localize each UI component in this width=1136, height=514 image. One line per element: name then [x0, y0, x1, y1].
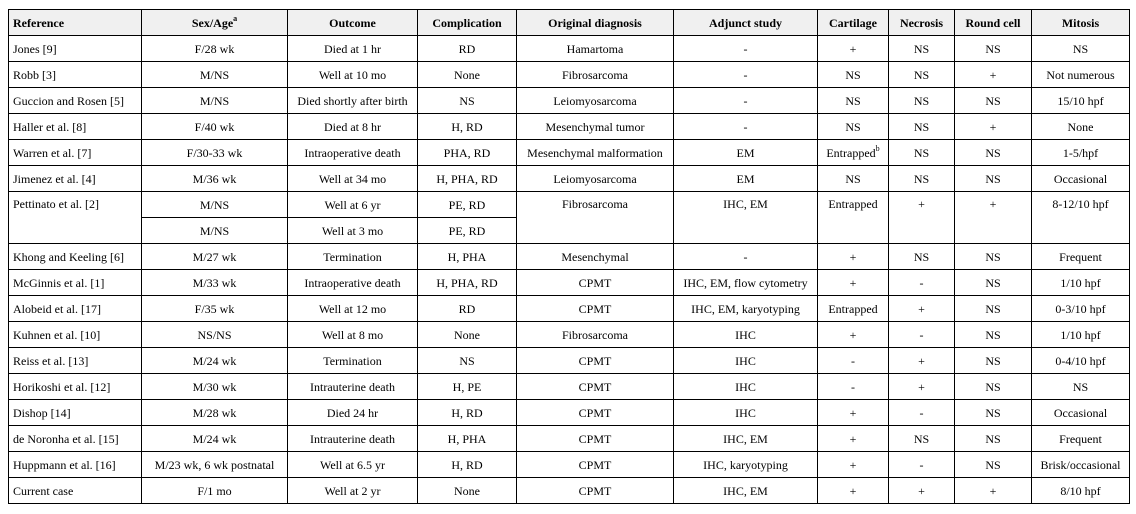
footnote-marker-a: a	[233, 13, 238, 23]
cell-sex-age: F/28 wk	[142, 36, 288, 62]
cell-adjunct: IHC, karyotyping	[674, 452, 818, 478]
cell-cartilage: NS	[818, 88, 889, 114]
cell-complication: None	[418, 478, 517, 504]
cell-cartilage: Entrapped	[818, 192, 889, 244]
cell-complication: H, PHA, RD	[418, 166, 517, 192]
cell-sex-age: M/30 wk	[142, 374, 288, 400]
cell-cartilage: +	[818, 478, 889, 504]
cell-sex-age: M/33 wk	[142, 270, 288, 296]
cell-necrosis: -	[889, 452, 955, 478]
cell-outcome: Died at 8 hr	[288, 114, 418, 140]
table-row	[9, 270, 1130, 296]
table-row	[9, 140, 1130, 166]
cell-adjunct: EM	[674, 140, 818, 166]
cell-adjunct: IHC	[674, 322, 818, 348]
cell-necrosis: NS	[889, 166, 955, 192]
cell-mitosis: 1/10 hpf	[1032, 322, 1130, 348]
table-row	[9, 62, 1130, 88]
cell-round-cell: NS	[955, 374, 1032, 400]
cell-mitosis: 15/10 hpf	[1032, 88, 1130, 114]
cell-adjunct: IHC, EM	[674, 478, 818, 504]
cell-round-cell: NS	[955, 426, 1032, 452]
cell-mitosis: 1-5/hpf	[1032, 140, 1130, 166]
cell-diagnosis: CPMT	[517, 478, 674, 504]
cell-necrosis: -	[889, 322, 955, 348]
cell-necrosis: +	[889, 296, 955, 322]
cell-cartilage	[818, 140, 889, 166]
cell-reference: Guccion and Rosen [5]	[9, 88, 142, 114]
cell-necrosis: NS	[889, 88, 955, 114]
cell-round-cell: NS	[955, 296, 1032, 322]
cell-round-cell: NS	[955, 400, 1032, 426]
cell-diagnosis: Fibrosarcoma	[517, 192, 674, 244]
table-row	[9, 36, 1130, 62]
cell-diagnosis: Fibrosarcoma	[517, 62, 674, 88]
cell-round-cell: NS	[955, 244, 1032, 270]
cell-diagnosis: Leiomyosarcoma	[517, 166, 674, 192]
table-row	[9, 400, 1130, 426]
cell-mitosis: NS	[1032, 374, 1130, 400]
cell-outcome: Died shortly after birth	[288, 88, 418, 114]
footnote-marker-b: b	[875, 143, 880, 153]
cell-sex-age: M/NS	[142, 192, 288, 218]
cell-round-cell: +	[955, 114, 1032, 140]
table-row	[9, 478, 1130, 504]
cell-diagnosis: Mesenchymal	[517, 244, 674, 270]
cell-diagnosis: CPMT	[517, 296, 674, 322]
header-row	[9, 10, 1130, 36]
header-original-diagnosis: Original diagnosis	[517, 10, 674, 36]
cell-sex-age: NS/NS	[142, 322, 288, 348]
table-row	[9, 322, 1130, 348]
cell-cartilage: -	[818, 374, 889, 400]
cell-complication: PE, RD	[418, 192, 517, 218]
cell-outcome: Died 24 hr	[288, 400, 418, 426]
header-round-cell: Round cell	[955, 10, 1032, 36]
cell-outcome: Well at 8 mo	[288, 322, 418, 348]
cell-complication: H, PE	[418, 374, 517, 400]
table-row	[9, 244, 1130, 270]
cell-cartilage: +	[818, 36, 889, 62]
cell-complication: H, PHA, RD	[418, 270, 517, 296]
cell-necrosis: +	[889, 374, 955, 400]
table-row	[9, 192, 1130, 218]
cell-diagnosis: CPMT	[517, 348, 674, 374]
cell-adjunct: -	[674, 36, 818, 62]
cell-mitosis: 8-12/10 hpf	[1032, 192, 1130, 244]
cell-cartilage: Entrapped	[818, 296, 889, 322]
cell-mitosis: 0-4/10 hpf	[1032, 348, 1130, 374]
header-mitosis: Mitosis	[1032, 10, 1130, 36]
header-cartilage: Cartilage	[818, 10, 889, 36]
cell-cartilage: +	[818, 322, 889, 348]
cell-necrosis: NS	[889, 36, 955, 62]
cell-reference: Huppmann et al. [16]	[9, 452, 142, 478]
cell-reference: de Noronha et al. [15]	[9, 426, 142, 452]
cell-sex-age: M/NS	[142, 62, 288, 88]
cell-outcome: Well at 2 yr	[288, 478, 418, 504]
cell-sex-age: F/30-33 wk	[142, 140, 288, 166]
cell-complication: H, RD	[418, 452, 517, 478]
cell-outcome: Termination	[288, 244, 418, 270]
cell-round-cell: NS	[955, 36, 1032, 62]
cell-mitosis: Occasional	[1032, 166, 1130, 192]
cell-sex-age: M/24 wk	[142, 348, 288, 374]
table-row	[9, 348, 1130, 374]
cell-mitosis: Brisk/occasional	[1032, 452, 1130, 478]
table-row	[9, 426, 1130, 452]
cell-adjunct: -	[674, 244, 818, 270]
cell-reference: Haller et al. [8]	[9, 114, 142, 140]
cell-adjunct: IHC	[674, 348, 818, 374]
cell-outcome: Died at 1 hr	[288, 36, 418, 62]
cell-cartilage: +	[818, 244, 889, 270]
cell-necrosis: -	[889, 400, 955, 426]
cell-necrosis: +	[889, 348, 955, 374]
cell-cartilage: NS	[818, 114, 889, 140]
cell-reference: Pettinato et al. [2]	[9, 192, 142, 244]
cell-sex-age: M/NS	[142, 88, 288, 114]
cell-diagnosis: Mesenchymal malformation	[517, 140, 674, 166]
cell-adjunct: EM	[674, 166, 818, 192]
cell-diagnosis: Mesenchymal tumor	[517, 114, 674, 140]
table-row	[9, 166, 1130, 192]
table-row	[9, 114, 1130, 140]
cell-necrosis: NS	[889, 426, 955, 452]
cell-reference: Jimenez et al. [4]	[9, 166, 142, 192]
cell-adjunct: -	[674, 114, 818, 140]
cell-necrosis: +	[889, 478, 955, 504]
cell-cartilage: +	[818, 400, 889, 426]
cell-necrosis: NS	[889, 114, 955, 140]
cell-outcome: Well at 34 mo	[288, 166, 418, 192]
cell-outcome: Well at 6.5 yr	[288, 452, 418, 478]
cell-outcome: Intraoperative death	[288, 270, 418, 296]
cell-diagnosis: Leiomyosarcoma	[517, 88, 674, 114]
cell-complication: H, PHA	[418, 426, 517, 452]
cell-round-cell: +	[955, 62, 1032, 88]
header-adjunct-study: Adjunct study	[674, 10, 818, 36]
cell-diagnosis: Fibrosarcoma	[517, 322, 674, 348]
cell-mitosis: NS	[1032, 36, 1130, 62]
cell-adjunct: -	[674, 62, 818, 88]
cell-adjunct: IHC, EM, flow cytometry	[674, 270, 818, 296]
cell-mitosis: Occasional	[1032, 400, 1130, 426]
cell-reference: Current case	[9, 478, 142, 504]
cell-diagnosis: CPMT	[517, 270, 674, 296]
cell-round-cell: NS	[955, 322, 1032, 348]
cell-round-cell: NS	[955, 270, 1032, 296]
cell-outcome: Intraoperative death	[288, 140, 418, 166]
cell-necrosis: +	[889, 192, 955, 244]
cell-sex-age: M/NS	[142, 218, 288, 244]
cell-round-cell: NS	[955, 140, 1032, 166]
cell-sex-age: F/1 mo	[142, 478, 288, 504]
cell-mitosis: 1/10 hpf	[1032, 270, 1130, 296]
cell-adjunct: IHC, EM	[674, 192, 818, 244]
header-sex-age-label: Sex/Age	[191, 15, 234, 30]
cell-complication: NS	[418, 88, 517, 114]
cell-outcome: Well at 3 mo	[288, 218, 418, 244]
header-outcome: Outcome	[288, 10, 418, 36]
cell-complication: H, RD	[418, 114, 517, 140]
cell-round-cell: +	[955, 192, 1032, 244]
cell-cartilage: NS	[818, 62, 889, 88]
cell-necrosis: NS	[889, 244, 955, 270]
cell-sex-age: M/24 wk	[142, 426, 288, 452]
cell-complication: RD	[418, 36, 517, 62]
cell-reference: Kuhnen et al. [10]	[9, 322, 142, 348]
cell-adjunct: IHC	[674, 400, 818, 426]
table-row	[9, 452, 1130, 478]
cell-reference: Robb [3]	[9, 62, 142, 88]
cell-cartilage: +	[818, 452, 889, 478]
cell-complication: None	[418, 322, 517, 348]
cell-mitosis: Not numerous	[1032, 62, 1130, 88]
cell-cartilage: +	[818, 426, 889, 452]
header-reference: Reference	[9, 10, 142, 36]
cell-necrosis: NS	[889, 62, 955, 88]
cell-round-cell: +	[955, 478, 1032, 504]
cell-sex-age: M/28 wk	[142, 400, 288, 426]
cell-diagnosis: CPMT	[517, 452, 674, 478]
cell-reference: Horikoshi et al. [12]	[9, 374, 142, 400]
cell-adjunct: IHC, EM, karyotyping	[674, 296, 818, 322]
cell-diagnosis: CPMT	[517, 374, 674, 400]
cell-reference: Khong and Keeling [6]	[9, 244, 142, 270]
cell-complication: H, RD	[418, 400, 517, 426]
cell-outcome: Well at 6 yr	[288, 192, 418, 218]
cell-adjunct: IHC	[674, 374, 818, 400]
cell-reference: Warren et al. [7]	[9, 140, 142, 166]
cell-mitosis: None	[1032, 114, 1130, 140]
cell-complication: RD	[418, 296, 517, 322]
cell-sex-age: F/40 wk	[142, 114, 288, 140]
cell-sex-age: M/27 wk	[142, 244, 288, 270]
cell-round-cell: NS	[955, 348, 1032, 374]
cell-cartilage: -	[818, 348, 889, 374]
cell-complication: None	[418, 62, 517, 88]
cell-outcome: Well at 12 mo	[288, 296, 418, 322]
cell-necrosis: -	[889, 270, 955, 296]
cell-round-cell: NS	[955, 88, 1032, 114]
cell-reference: Reiss et al. [13]	[9, 348, 142, 374]
header-sex-age	[142, 10, 288, 36]
cell-complication: PE, RD	[418, 218, 517, 244]
cell-complication: H, PHA	[418, 244, 517, 270]
cell-round-cell: NS	[955, 166, 1032, 192]
cell-sex-age: F/35 wk	[142, 296, 288, 322]
cell-outcome: Well at 10 mo	[288, 62, 418, 88]
cell-adjunct: -	[674, 88, 818, 114]
table-row	[9, 296, 1130, 322]
cell-outcome: Termination	[288, 348, 418, 374]
case-review-table	[8, 9, 1130, 504]
cell-sex-age: M/23 wk, 6 wk postnatal	[142, 452, 288, 478]
cell-mitosis: Frequent	[1032, 426, 1130, 452]
cell-reference: Dishop [14]	[9, 400, 142, 426]
cell-necrosis: NS	[889, 140, 955, 166]
cell-reference: McGinnis et al. [1]	[9, 270, 142, 296]
cell-mitosis: 0-3/10 hpf	[1032, 296, 1130, 322]
cell-cartilage: NS	[818, 166, 889, 192]
header-complication: Complication	[418, 10, 517, 36]
cell-outcome: Intrauterine death	[288, 374, 418, 400]
cell-diagnosis: Hamartoma	[517, 36, 674, 62]
cell-complication: PHA, RD	[418, 140, 517, 166]
header-necrosis: Necrosis	[889, 10, 955, 36]
table-row	[9, 88, 1130, 114]
cell-mitosis: 8/10 hpf	[1032, 478, 1130, 504]
cell-cartilage: +	[818, 270, 889, 296]
cell-complication: NS	[418, 348, 517, 374]
cell-mitosis: Frequent	[1032, 244, 1130, 270]
cell-cartilage-value: Entrapped	[826, 145, 876, 160]
cell-sex-age: M/36 wk	[142, 166, 288, 192]
cell-diagnosis: CPMT	[517, 400, 674, 426]
cell-reference: Jones [9]	[9, 36, 142, 62]
cell-outcome: Intrauterine death	[288, 426, 418, 452]
cell-round-cell: NS	[955, 452, 1032, 478]
table-row	[9, 374, 1130, 400]
cell-reference: Alobeid et al. [17]	[9, 296, 142, 322]
cell-diagnosis: CPMT	[517, 426, 674, 452]
cell-adjunct: IHC, EM	[674, 426, 818, 452]
